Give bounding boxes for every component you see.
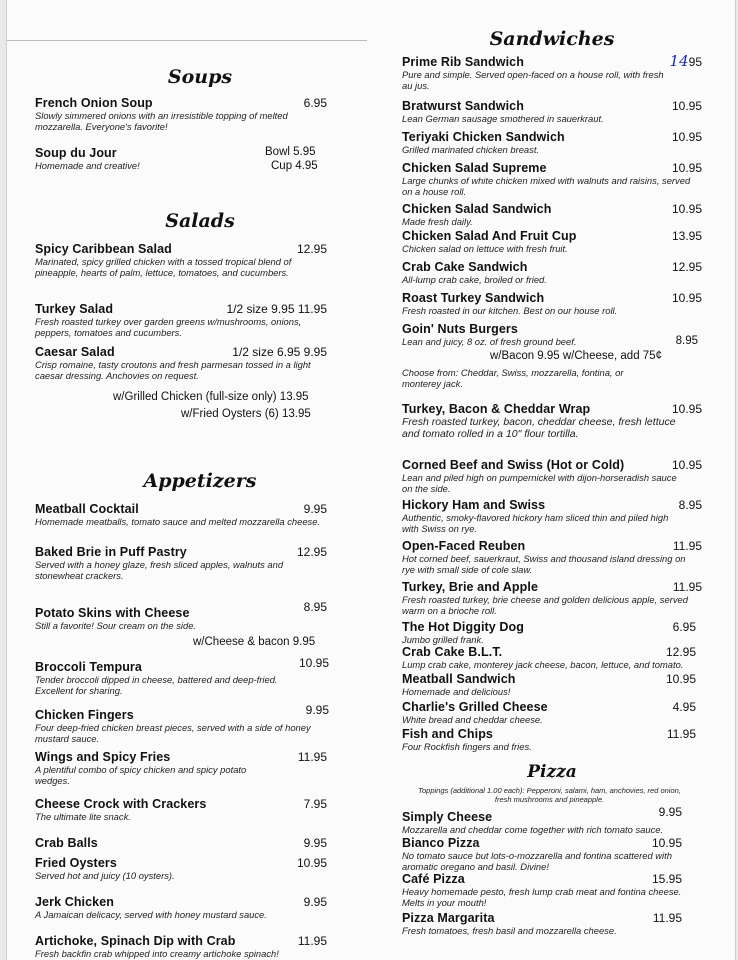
menu-item xyxy=(402,645,702,670)
divider xyxy=(7,40,367,41)
menu-item xyxy=(402,911,702,936)
menu-item xyxy=(402,672,702,697)
pizza-toppings: Toppings (additional 1.00 each): Pepperoni, salami, ham, anchovies, red onion, fresh mushrooms and pineapple. xyxy=(418,786,681,804)
menu-item xyxy=(402,805,702,835)
item-desc: Mozzarella and cheddar come together with rich tomato sauce. xyxy=(402,824,664,835)
item-price: 10.95 xyxy=(665,672,696,686)
item-price: 4.95 xyxy=(672,700,696,714)
item-desc: Lump crab cake, monterey jack cheese, bacon, lettuce, and tomato. xyxy=(402,659,684,670)
item-desc: Chicken salad on lettuce with fresh fruit. xyxy=(402,243,568,254)
item-name: Meatball Sandwich xyxy=(402,672,516,686)
item-price: 12.95 xyxy=(296,242,327,256)
item-desc: White bread and cheddar cheese. xyxy=(402,714,543,725)
menu-item xyxy=(402,52,702,91)
menu-item xyxy=(35,242,365,278)
menu-item xyxy=(35,836,365,850)
item-name: Meatball Cocktail xyxy=(35,502,139,516)
item-desc: Lean and juicy, 8 oz. of fresh ground beef. xyxy=(402,336,577,347)
item-price: 10.95 xyxy=(671,291,702,305)
item-name: Charlie's Grilled Cheese xyxy=(402,700,548,714)
menu-item xyxy=(35,96,365,132)
salad-addon: w/Fried Oysters (6) 13.95 xyxy=(181,408,311,420)
menu-item xyxy=(402,700,702,725)
item-price: 1/2 size 9.95 11.95 xyxy=(226,302,327,316)
item-name: Open-Faced Reuben xyxy=(402,539,526,553)
item-name: Fish and Chips xyxy=(402,727,493,741)
item-desc: Heavy homemade pesto, fresh lump crab meat and fontina cheese. Melts in your mouth! xyxy=(402,886,682,908)
item-price: 10.95 xyxy=(296,856,327,870)
bowl-price: Bowl 5.95 xyxy=(265,146,316,158)
menu-item xyxy=(35,797,365,822)
item-desc: Fresh roasted turkey, brie cheese and golden delicious apple, served warm on a brioche roll. xyxy=(402,594,688,616)
menu-item xyxy=(402,620,702,645)
item-name: Simply Cheese xyxy=(402,810,493,824)
menu-item xyxy=(402,402,702,440)
menu-item xyxy=(402,580,702,616)
item-name: Bratwurst Sandwich xyxy=(402,99,524,113)
item-name: Fried Oysters xyxy=(35,856,117,870)
item-name: Soup du Jour xyxy=(35,146,117,160)
menu-item xyxy=(35,934,365,959)
item-desc: Pure and simple. Served open-faced on a house roll, with fresh au jus. xyxy=(402,69,664,91)
item-price: 10.95 xyxy=(671,458,702,472)
item-desc: A plentiful combo of spicy chicken and spicy potato wedges. xyxy=(35,764,247,786)
handwritten-price: 14 xyxy=(669,52,689,70)
menu-page xyxy=(6,0,736,960)
menu-item xyxy=(402,130,702,155)
item-desc: Jumbo grilled frank. xyxy=(402,634,484,645)
menu-item xyxy=(402,836,702,872)
item-name: Chicken Salad Supreme xyxy=(402,161,547,175)
item-name: Crab Cake B.L.T. xyxy=(402,645,503,659)
burger-addons: w/Bacon 9.95 w/Cheese, add 75¢ xyxy=(490,350,662,362)
item-name: Bianco Pizza xyxy=(402,836,480,850)
menu-item xyxy=(35,895,365,920)
item-desc: No tomato sauce but lots-o-mozzarella and fontina scattered with aromatic oregano and basil. Divine! xyxy=(402,850,672,872)
item-price: 8.95 xyxy=(303,600,327,614)
item-name: Turkey Salad xyxy=(35,302,114,316)
item-desc: Homemade meatballs, tomato sauce and melted mozzarella cheese. xyxy=(35,516,321,527)
item-price-cents: 95 xyxy=(688,55,702,69)
cup-price: Cup 4.95 xyxy=(271,160,318,172)
menu-item xyxy=(35,302,365,338)
menu-item xyxy=(402,322,702,389)
sandwiches-heading: Sandwiches xyxy=(489,28,615,50)
item-price xyxy=(670,52,702,70)
item-desc: Marinated, spicy grilled chicken with a tossed tropical blend of pineapple, hearts of palm, lettuce, tomatoes, and cucumbers. xyxy=(35,256,292,278)
item-desc: Slowly simmered onions with an irresistible topping of melted mozzarella. Everyone's favorite! xyxy=(35,110,288,132)
skins-addon: w/Cheese & bacon 9.95 xyxy=(193,636,316,648)
item-desc: Made fresh daily. xyxy=(402,216,473,227)
item-name: Jerk Chicken xyxy=(35,895,115,909)
item-name: The Hot Diggity Dog xyxy=(402,620,525,634)
item-name: Artichoke, Spinach Dip with Crab xyxy=(35,934,236,948)
item-name: Café Pizza xyxy=(402,872,465,886)
item-price: 12.95 xyxy=(296,545,327,559)
item-name: Caesar Salad xyxy=(35,345,115,359)
item-name: Hickory Ham and Swiss xyxy=(402,498,546,512)
menu-item xyxy=(402,229,702,254)
item-desc: All-lump crab cake, broiled or fried. xyxy=(402,274,547,285)
item-price: 9.95 xyxy=(303,502,327,516)
item-price: 10.95 xyxy=(651,836,682,850)
item-price: 13.95 xyxy=(671,229,702,243)
item-price: 10.95 xyxy=(671,130,702,144)
item-desc: Fresh roasted turkey, bacon, cheddar cheese, fresh lettuce and tomato rolled in a 10" flour tortilla. xyxy=(402,416,676,440)
soups-heading: Soups xyxy=(167,66,233,88)
item-price: 10.95 xyxy=(671,99,702,113)
menu-item xyxy=(35,856,365,881)
item-price: 9.95 xyxy=(303,836,327,850)
menu-item xyxy=(35,600,365,648)
item-name: Spicy Caribbean Salad xyxy=(35,242,172,256)
item-name: Pizza Margarita xyxy=(402,911,495,925)
item-desc: Fresh roasted turkey over garden greens w/mushrooms, onions, peppers, tomatoes and cucumbers. xyxy=(35,316,302,338)
salads-heading: Salads xyxy=(165,210,235,232)
item-desc: Crisp romaine, tasty croutons and fresh parmesan tossed in a light caesar dressing. Anchovies on request. xyxy=(35,359,311,381)
menu-item xyxy=(35,656,365,696)
item-price: 8.95 xyxy=(678,498,702,512)
item-name: Baked Brie in Puff Pastry xyxy=(35,545,187,559)
item-price: 7.95 xyxy=(303,797,327,811)
item-desc: Four deep-fried chicken breast pieces, served with a side of honey mustard sauce. xyxy=(35,722,311,744)
item-desc: Served with a honey glaze, fresh sliced apples, walnuts and stonewheat crackers. xyxy=(35,559,284,581)
item-desc: Four Rockfish fingers and fries. xyxy=(402,741,532,752)
appetizers-heading: Appetizers xyxy=(143,470,257,492)
burger-cheese-options: Choose from: Cheddar, Swiss, mozzarella, fontina, or monterey jack. xyxy=(402,367,624,389)
item-name: Crab Cake Sandwich xyxy=(402,260,528,274)
menu-item xyxy=(402,291,702,316)
item-desc: Lean and piled high on pumpernickel with dijon-horseradish sauce on the side. xyxy=(402,472,677,494)
item-desc: Tender broccoli dipped in cheese, battered and deep-fried. Excellent for sharing. xyxy=(35,674,278,696)
menu-item xyxy=(402,458,702,494)
item-desc: Hot corned beef, sauerkraut, Swiss and thousand island dressing on rye with small side of cole slaw. xyxy=(402,553,686,575)
salad-addon: w/Grilled Chicken (full-size only) 13.95 xyxy=(113,391,309,403)
item-name: Cheese Crock with Crackers xyxy=(35,797,207,811)
menu-item xyxy=(402,260,702,285)
burger-price: 8.95 xyxy=(675,335,698,347)
item-desc: Lean German sausage smothered in sauerkraut. xyxy=(402,113,604,124)
item-name: Chicken Salad Sandwich xyxy=(402,202,552,216)
item-desc: Grilled marinated chicken breast. xyxy=(402,144,540,155)
item-desc: Fresh tomatoes, fresh basil and mozzarella cheese. xyxy=(402,925,617,936)
menu-item xyxy=(402,161,702,197)
menu-item xyxy=(402,202,702,227)
item-price: 10.95 xyxy=(298,656,329,670)
item-desc: Homemade and creative! xyxy=(35,160,140,171)
item-price: 9.95 xyxy=(305,703,329,717)
item-desc: Authentic, smoky-flavored hickory ham sliced thin and piled high with Swiss on rye. xyxy=(402,512,669,534)
menu-item xyxy=(402,498,702,534)
item-name: Prime Rib Sandwich xyxy=(402,55,524,69)
item-name: Turkey, Bacon & Cheddar Wrap xyxy=(402,402,591,416)
item-desc: Homemade and delicious! xyxy=(402,686,511,697)
item-price: 9.95 xyxy=(658,805,682,819)
item-price: 11.95 xyxy=(672,539,702,553)
menu-item xyxy=(35,750,365,786)
item-name: Goin' Nuts Burgers xyxy=(402,322,518,336)
item-price: 10.95 xyxy=(671,402,702,416)
item-price: 11.95 xyxy=(297,934,327,948)
pizza-heading: Pizza xyxy=(527,762,577,782)
menu-item xyxy=(402,99,702,124)
item-price: 11.95 xyxy=(652,911,682,925)
item-price: 15.95 xyxy=(651,872,682,886)
item-price: 10.95 xyxy=(671,202,702,216)
item-price: 10.95 xyxy=(671,161,702,175)
menu-item xyxy=(35,703,365,744)
item-name: Chicken Fingers xyxy=(35,708,134,722)
item-name: Roast Turkey Sandwich xyxy=(402,291,545,305)
item-price: 1/2 size 6.95 9.95 xyxy=(232,345,327,359)
item-price: 9.95 xyxy=(303,895,327,909)
item-name: Teriyaki Chicken Sandwich xyxy=(402,130,565,144)
item-price: 11.95 xyxy=(666,727,696,741)
item-name: French Onion Soup xyxy=(35,96,153,110)
item-name: Chicken Salad And Fruit Cup xyxy=(402,229,577,243)
item-name: Corned Beef and Swiss (Hot or Cold) xyxy=(402,458,625,472)
menu-item xyxy=(35,502,365,527)
item-desc: A Jamaican delicacy, served with honey mustard sauce. xyxy=(35,909,267,920)
item-price: 11.95 xyxy=(672,580,702,594)
item-name: Broccoli Tempura xyxy=(35,660,142,674)
item-name: Turkey, Brie and Apple xyxy=(402,580,539,594)
menu-item xyxy=(402,727,702,752)
menu-item xyxy=(35,545,365,581)
item-desc: Fresh backfin crab whipped into creamy artichoke spinach! xyxy=(35,948,279,959)
item-price: 12.95 xyxy=(665,645,696,659)
item-name: Crab Balls xyxy=(35,836,98,850)
menu-item xyxy=(402,872,702,908)
menu-item xyxy=(35,345,365,420)
item-desc: The ultimate lite snack. xyxy=(35,811,131,822)
item-price: 11.95 xyxy=(297,750,327,764)
item-name: Wings and Spicy Fries xyxy=(35,750,171,764)
item-desc: Still a favorite! Sour cream on the side. xyxy=(35,620,197,631)
item-price: 6.95 xyxy=(303,96,327,110)
item-desc: Fresh roasted in our kitchen. Best on our house roll. xyxy=(402,305,618,316)
item-desc: Large chunks of white chicken mixed with walnuts and raisins, served on a house roll. xyxy=(402,175,691,197)
item-name: Potato Skins with Cheese xyxy=(35,606,190,620)
menu-item xyxy=(402,539,702,575)
item-desc: Served hot and juicy (10 oysters). xyxy=(35,870,175,881)
item-price: 12.95 xyxy=(671,260,702,274)
item-price: 6.95 xyxy=(672,620,696,634)
menu-item xyxy=(35,146,365,171)
